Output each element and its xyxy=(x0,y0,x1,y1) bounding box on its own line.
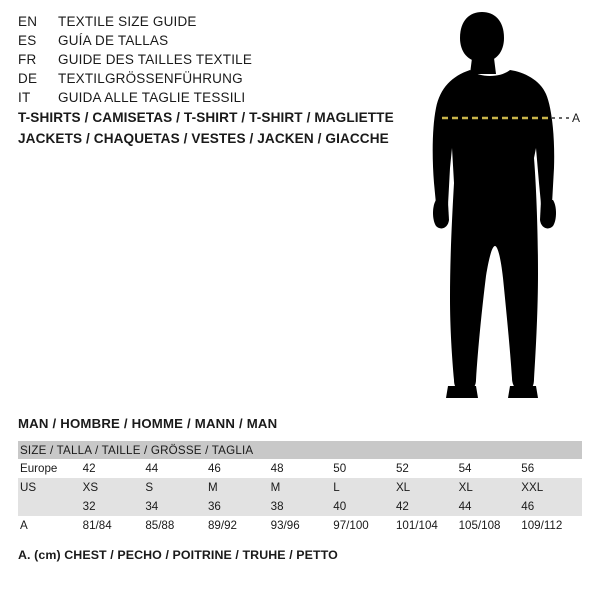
language-list xyxy=(18,14,378,109)
cell-a-4: 93/96 xyxy=(269,516,332,535)
cell-us-1: XS xyxy=(81,478,144,497)
cell-europe-1: 42 xyxy=(81,459,144,478)
language-row-es xyxy=(18,33,378,52)
language-row-it xyxy=(18,90,378,109)
language-code-es: ES xyxy=(18,33,37,48)
cell-usnum-8: 46 xyxy=(519,497,582,516)
category-headings xyxy=(18,110,438,152)
language-text-de: TEXTILGRÖSSENFÜHRUNG xyxy=(58,71,243,86)
category-tshirts: T-SHIRTS / CAMISETAS / T-SHIRT / T-SHIRT / MAGLIETTE xyxy=(18,110,394,125)
table-header-row xyxy=(18,441,582,459)
cell-a-5: 97/100 xyxy=(331,516,394,535)
cell-us-8: XXL xyxy=(519,478,582,497)
cell-usnum-6: 42 xyxy=(394,497,457,516)
gender-heading: MAN / HOMBRE / HOMME / MANN / MAN xyxy=(18,416,278,431)
table-row xyxy=(18,497,582,516)
chest-measure-label: A xyxy=(572,111,581,125)
row-label-a: A xyxy=(18,516,81,535)
table-row xyxy=(18,516,582,535)
language-row-de xyxy=(18,71,378,90)
cell-a-3: 89/92 xyxy=(206,516,269,535)
cell-usnum-3: 36 xyxy=(206,497,269,516)
cell-a-7: 105/108 xyxy=(457,516,520,535)
cell-a-1: 81/84 xyxy=(81,516,144,535)
cell-europe-3: 46 xyxy=(206,459,269,478)
language-row-en xyxy=(18,14,378,33)
table-row xyxy=(18,459,582,478)
male-figure-illustration xyxy=(400,8,600,408)
language-text-en: TEXTILE SIZE GUIDE xyxy=(58,14,197,29)
language-row-fr xyxy=(18,52,378,71)
cell-europe-2: 44 xyxy=(143,459,206,478)
cell-europe-7: 54 xyxy=(457,459,520,478)
cell-a-2: 85/88 xyxy=(143,516,206,535)
language-code-fr: FR xyxy=(18,52,37,67)
language-text-es: GUÍA DE TALLAS xyxy=(58,33,169,48)
cell-us-4: M xyxy=(269,478,332,497)
table-header-label: SIZE / TALLA / TAILLE / GRÖSSE / TAGLIA xyxy=(18,441,582,459)
cell-us-7: XL xyxy=(457,478,520,497)
language-code-en: EN xyxy=(18,14,38,29)
cell-usnum-5: 40 xyxy=(331,497,394,516)
cell-europe-5: 50 xyxy=(331,459,394,478)
language-text-it: GUIDA ALLE TAGLIE TESSILI xyxy=(58,90,246,105)
cell-us-2: S xyxy=(143,478,206,497)
cell-usnum-7: 44 xyxy=(457,497,520,516)
cell-a-6: 101/104 xyxy=(394,516,457,535)
category-jackets: JACKETS / CHAQUETAS / VESTES / JACKEN / GIACCHE xyxy=(18,131,389,146)
size-table xyxy=(18,441,582,535)
language-code-it: IT xyxy=(18,90,31,105)
cell-europe-8: 56 xyxy=(519,459,582,478)
row-label-europe: Europe xyxy=(18,459,81,478)
cell-us-6: XL xyxy=(394,478,457,497)
cell-usnum-4: 38 xyxy=(269,497,332,516)
table-row xyxy=(18,478,582,497)
language-text-fr: GUIDE DES TAILLES TEXTILE xyxy=(58,52,253,67)
cell-europe-6: 52 xyxy=(394,459,457,478)
language-code-de: DE xyxy=(18,71,38,86)
row-label-us-numeric xyxy=(18,497,81,516)
cell-europe-4: 48 xyxy=(269,459,332,478)
chest-footnote: A. (cm) CHEST / PECHO / POITRINE / TRUHE / PETTO xyxy=(18,548,338,562)
cell-a-8: 109/112 xyxy=(519,516,582,535)
figure-svg xyxy=(400,8,600,408)
cell-usnum-1: 32 xyxy=(81,497,144,516)
cell-usnum-2: 34 xyxy=(143,497,206,516)
cell-us-5: L xyxy=(331,478,394,497)
row-label-us: US xyxy=(18,478,81,497)
cell-us-3: M xyxy=(206,478,269,497)
